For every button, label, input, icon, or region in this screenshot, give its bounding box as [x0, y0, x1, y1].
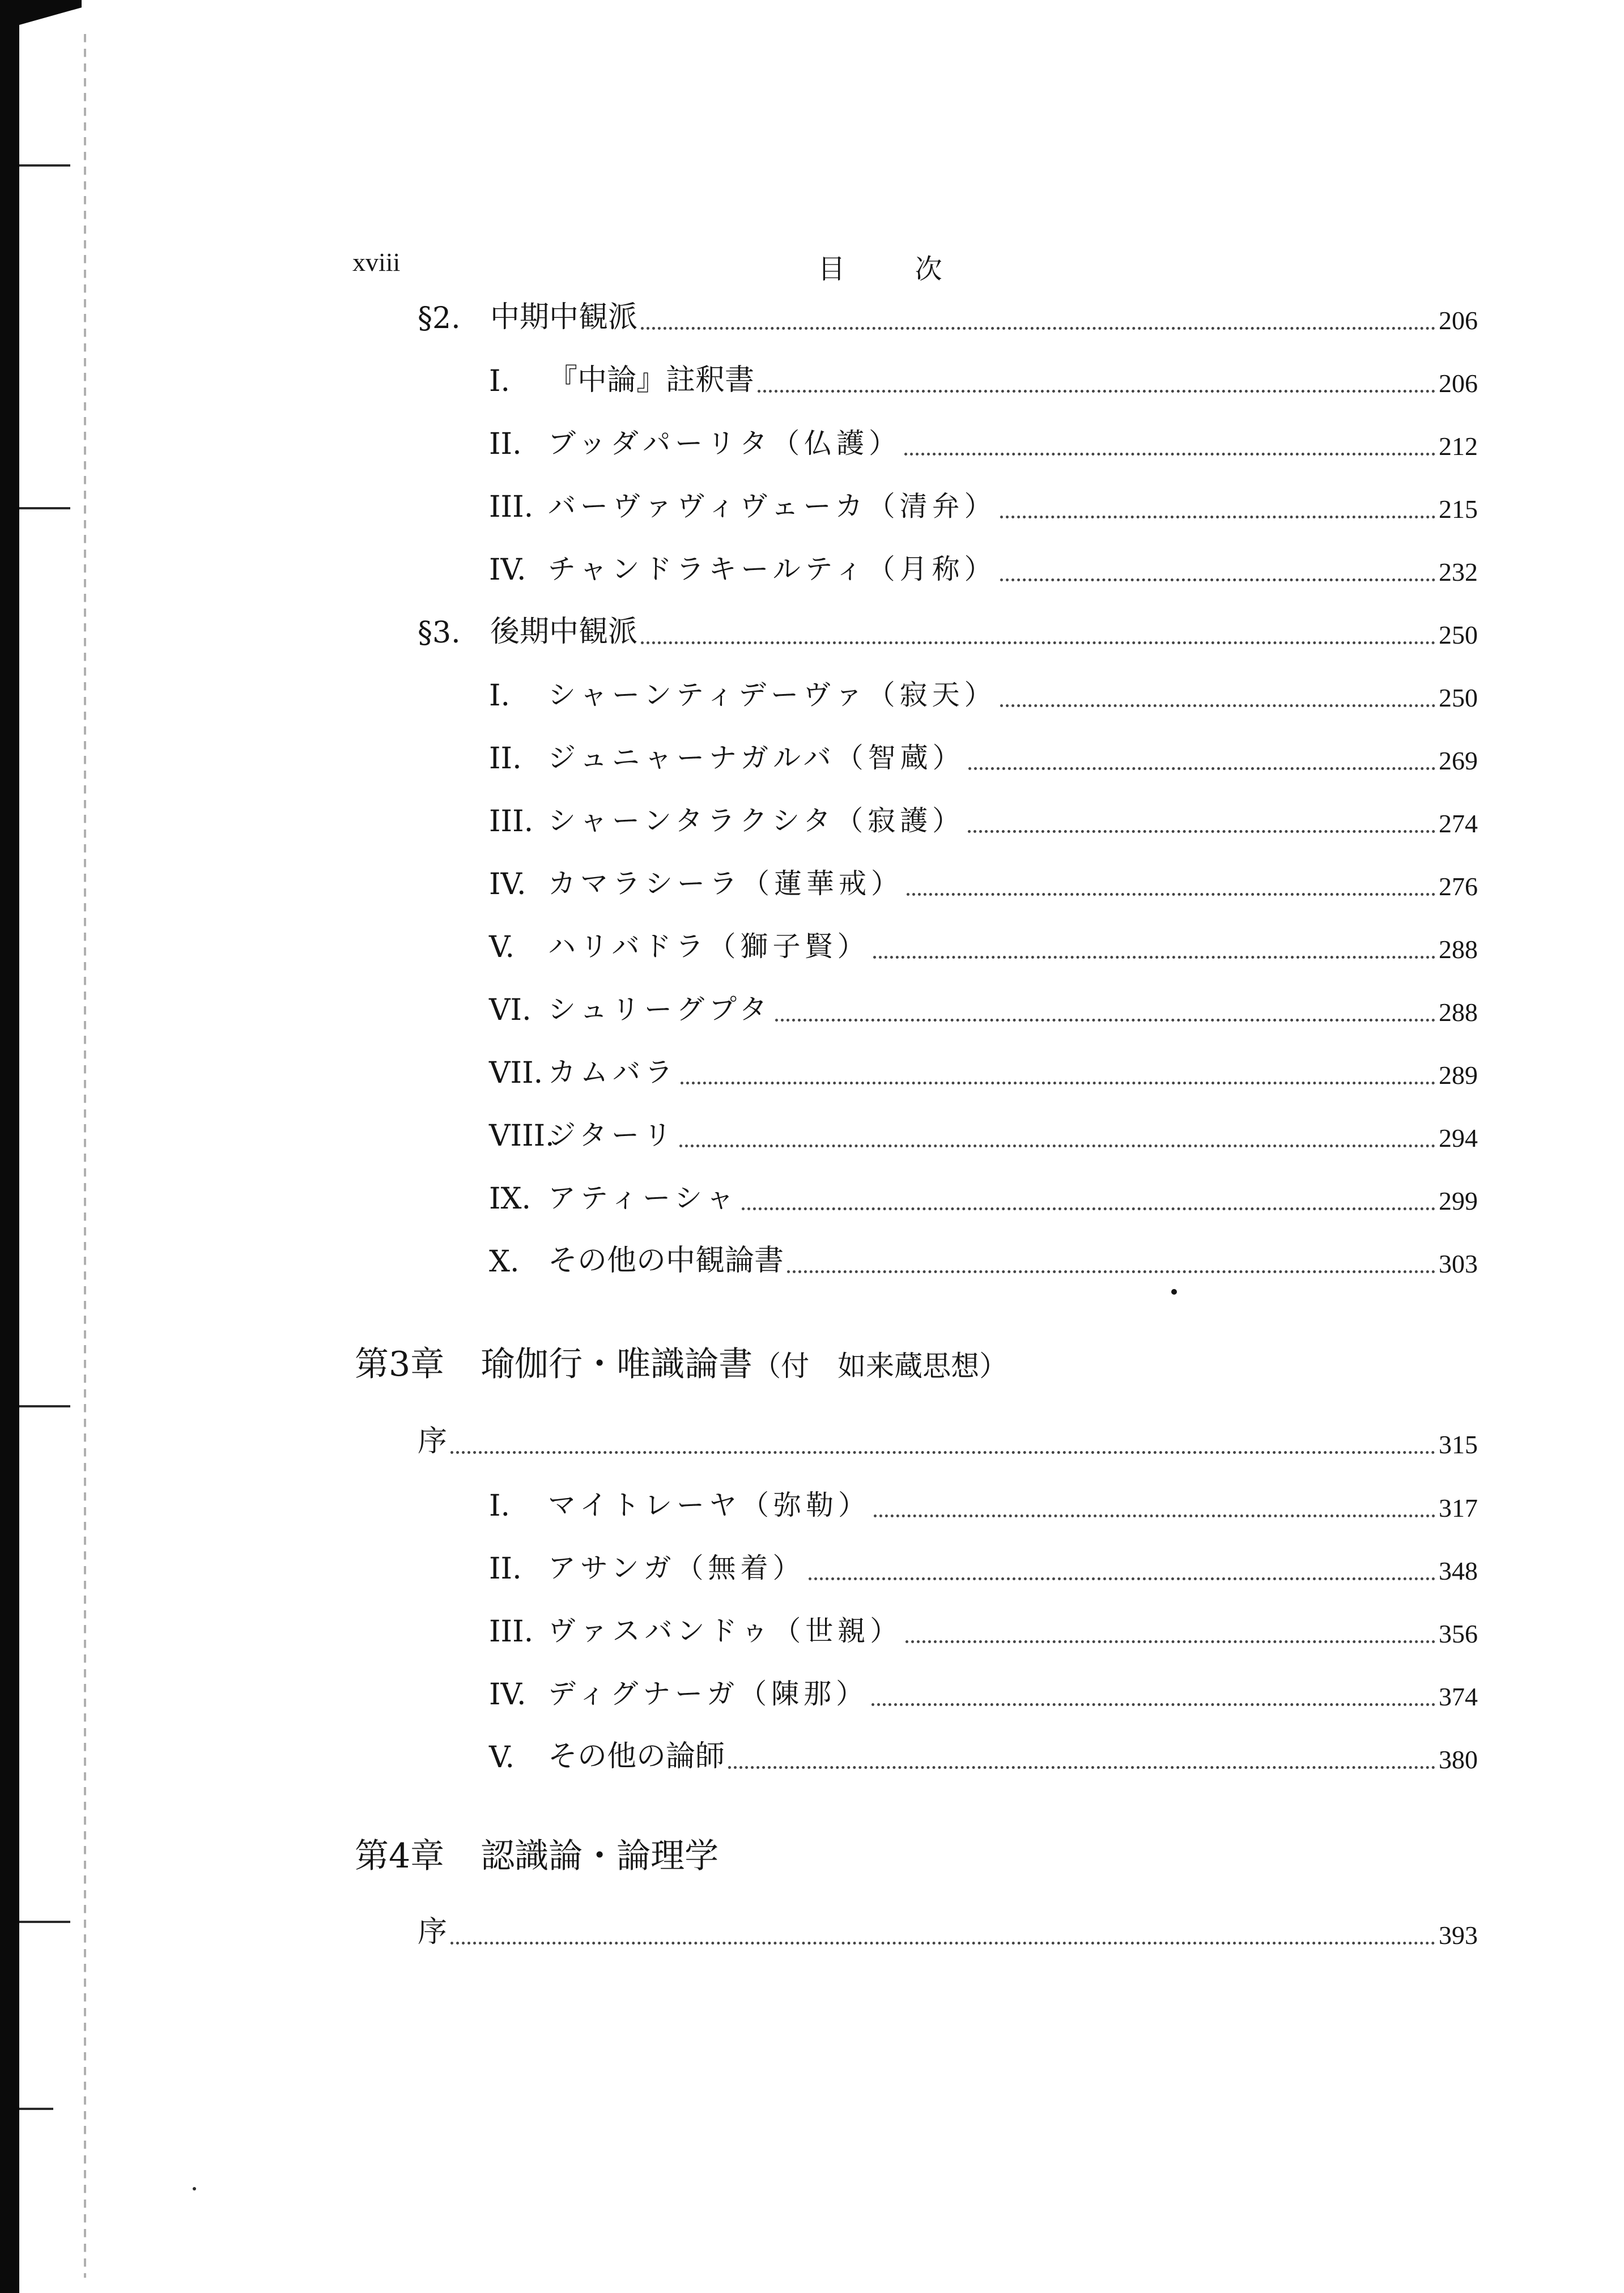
page-ref: 274: [1439, 809, 1478, 838]
margin-tick: [19, 1405, 70, 1407]
page-ref: 303: [1439, 1249, 1478, 1278]
item-title: バーヴァヴィヴェーカ（清弁）: [548, 490, 997, 522]
item-title: カマラシーラ（蓮華戒）: [548, 867, 904, 900]
item-number: II.: [489, 1552, 522, 1586]
dot-leader: [874, 1515, 1435, 1517]
toc-entry[interactable]: [489, 929, 1478, 975]
item-number: V.: [489, 1741, 515, 1775]
toc-section-entry[interactable]: [418, 615, 1478, 660]
margin-tick: [19, 507, 70, 509]
chapter-heading[interactable]: [355, 1829, 719, 1878]
toc-entry[interactable]: [489, 866, 1478, 912]
page-ref: 269: [1439, 746, 1478, 775]
dot-leader: [1000, 704, 1435, 707]
dot-leader: [871, 1703, 1435, 1706]
toc-entry[interactable]: [489, 552, 1478, 597]
item-number: I.: [489, 1489, 511, 1523]
chapter-number: 第4章: [355, 1836, 445, 1876]
toc-entry[interactable]: [489, 1739, 1478, 1785]
print-speck: [1171, 1289, 1177, 1295]
chapter-subtitle: （付 如来蔵思想）: [753, 1350, 1008, 1382]
item-title: アティーシャ: [548, 1182, 739, 1214]
item-number: IV.: [489, 1678, 526, 1712]
margin-tick: [19, 1921, 70, 1923]
toc-entry[interactable]: [489, 992, 1478, 1037]
page-ref: 206: [1439, 306, 1478, 335]
toc-preface-entry[interactable]: [418, 1915, 1478, 1960]
item-title: チャンドラキールティ（月称）: [548, 553, 997, 585]
section-title: 後期中観派: [490, 615, 638, 649]
toc-entry[interactable]: [489, 1677, 1478, 1722]
running-title: 目 次: [818, 253, 973, 285]
toc-entry[interactable]: [489, 803, 1478, 849]
margin-dot: [193, 2187, 196, 2190]
page-ref: 374: [1439, 1682, 1478, 1711]
page-ref: 380: [1439, 1745, 1478, 1774]
toc-preface-entry[interactable]: [418, 1424, 1478, 1470]
chapter-title: 瑜伽行・唯識論書: [481, 1345, 753, 1384]
toc-entry[interactable]: [489, 363, 1478, 409]
dot-leader: [873, 956, 1435, 959]
margin-dash-line: [84, 34, 86, 2278]
preface-title: 序: [418, 1424, 448, 1458]
item-title: ジュニャーナガルバ（智蔵）: [548, 742, 965, 774]
toc-entry[interactable]: [489, 489, 1478, 534]
page-ref: 212: [1439, 432, 1478, 461]
item-title: ハリバドラ（獅子賢）: [548, 930, 870, 963]
margin-tick: [19, 164, 70, 167]
dot-leader: [728, 1766, 1435, 1769]
page-ref: 288: [1439, 998, 1478, 1027]
chapter-heading[interactable]: [355, 1337, 1007, 1386]
dot-leader: [968, 830, 1435, 833]
page-ref: 276: [1439, 872, 1478, 901]
dot-leader: [775, 1019, 1435, 1022]
margin-tick: [19, 2108, 53, 2110]
dot-leader: [904, 453, 1435, 456]
item-title: シャーンティデーヴァ（寂天）: [548, 679, 997, 711]
item-number: IV.: [489, 867, 526, 901]
toc-section-entry[interactable]: [418, 300, 1478, 346]
page-ref: 356: [1439, 1619, 1478, 1648]
page-ref: 294: [1439, 1124, 1478, 1152]
page-ref: 250: [1439, 683, 1478, 712]
toc-entry[interactable]: [489, 426, 1478, 471]
dot-leader: [742, 1207, 1435, 1210]
toc-entry[interactable]: [489, 1614, 1478, 1659]
item-title: アサンガ（無着）: [548, 1552, 805, 1584]
item-title: その他の中観論書: [548, 1244, 784, 1278]
item-title: シャーンタラクシタ（寂護）: [548, 805, 965, 837]
dot-leader: [679, 1145, 1435, 1147]
item-number: IX.: [489, 1182, 532, 1216]
item-title: カムバラ: [548, 1056, 678, 1088]
item-number: III.: [489, 805, 534, 839]
chapter-title: 認識論・論理学: [481, 1836, 719, 1876]
item-title: ディグナーガ（陳那）: [548, 1678, 869, 1710]
toc-entry[interactable]: [489, 1055, 1478, 1100]
toc-entry[interactable]: [489, 1181, 1478, 1226]
item-title: シュリーグプタ: [548, 993, 772, 1026]
dot-leader: [809, 1577, 1435, 1580]
dot-leader: [905, 1640, 1435, 1643]
section-number: §2.: [418, 301, 461, 335]
dot-leader: [968, 767, 1435, 770]
toc-entry[interactable]: [489, 1118, 1478, 1163]
dot-leader: [1000, 516, 1435, 518]
item-title: ジターリ: [548, 1119, 677, 1151]
page-ref: 299: [1439, 1186, 1478, 1215]
item-number: VI.: [489, 993, 532, 1027]
item-number: III.: [489, 1615, 534, 1649]
dot-leader: [758, 390, 1435, 393]
toc-entry[interactable]: [489, 1551, 1478, 1596]
item-title: その他の論師: [548, 1739, 725, 1773]
page-ref: 317: [1439, 1494, 1478, 1522]
item-title: マイトレーヤ（弥勒）: [548, 1489, 871, 1521]
item-number: I.: [489, 364, 511, 398]
dot-leader: [1000, 578, 1435, 581]
page-ref: 232: [1439, 558, 1478, 586]
toc-entry[interactable]: [489, 1244, 1478, 1289]
page-ref: 289: [1439, 1061, 1478, 1090]
dot-leader: [641, 327, 1435, 330]
item-number: I.: [489, 679, 511, 713]
dot-leader: [450, 1942, 1435, 1945]
item-title: ブッダパーリタ（仏護）: [548, 427, 902, 460]
item-number: III.: [489, 490, 534, 524]
page-ref: 393: [1439, 1921, 1478, 1950]
section-title: 中期中観派: [490, 300, 638, 334]
item-number: IV.: [489, 553, 526, 587]
item-title: ヴァスバンドゥ（世親）: [548, 1615, 903, 1647]
scan-corner-shadow: [19, 0, 82, 25]
page-ref: 215: [1439, 495, 1478, 524]
item-number: II.: [489, 427, 522, 461]
item-title: 『中論』註釈書: [548, 363, 755, 397]
page-ref: 288: [1439, 935, 1478, 964]
page-ref: 348: [1439, 1556, 1478, 1585]
item-number: V.: [489, 930, 515, 964]
section-number: §3.: [418, 616, 461, 650]
dot-leader: [787, 1270, 1435, 1273]
toc-entry[interactable]: [489, 741, 1478, 786]
dot-leader: [907, 893, 1435, 896]
item-number: II.: [489, 742, 522, 776]
dot-leader: [641, 641, 1435, 644]
item-number: X.: [489, 1245, 520, 1279]
dot-leader: [681, 1082, 1435, 1084]
dot-leader: [450, 1451, 1435, 1454]
item-number: VII.: [489, 1056, 543, 1090]
item-number: VIII.: [489, 1119, 555, 1153]
scan-edge-shadow: [0, 0, 19, 2293]
toc-entry[interactable]: [489, 1488, 1478, 1533]
chapter-number: 第3章: [355, 1345, 445, 1384]
toc-entry[interactable]: [489, 678, 1478, 723]
preface-title: 序: [418, 1915, 448, 1949]
page-ref: 250: [1439, 620, 1478, 649]
page-number: xviii: [352, 248, 401, 276]
page-ref: 206: [1439, 369, 1478, 398]
page-ref: 315: [1439, 1430, 1478, 1459]
